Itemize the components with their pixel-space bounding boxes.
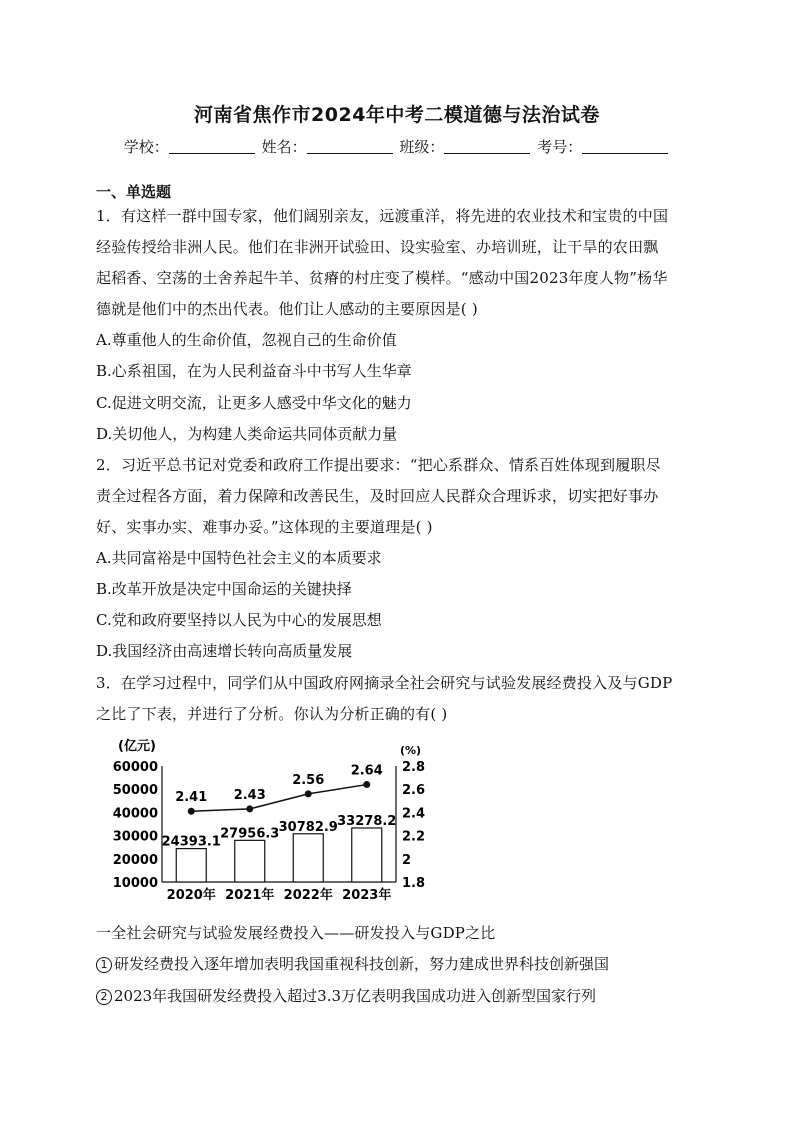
bar	[352, 828, 382, 882]
ratio-value-label: 2.43	[233, 787, 266, 803]
ratio-point	[246, 805, 253, 812]
q3-line: 之比了下表，并进行了分析。你认为分析正确的有( )	[96, 705, 448, 723]
page-title: 河南省焦作市2024年中考二模道德与法治试卷	[194, 104, 600, 126]
ratio-value-label: 2.64	[350, 763, 383, 779]
y-tick-label: 20000	[112, 852, 158, 868]
y2-tick-label: 2.2	[402, 829, 426, 845]
y-tick-label: 50000	[112, 783, 158, 799]
y-tick-label: 10000	[112, 876, 158, 891]
x-tick-label: 2023年	[342, 888, 392, 903]
statement-text: 研发经费投入逐年增加表明我国重视科技创新，努力建成世界科技创新强国	[114, 955, 610, 973]
x-tick-label: 2020年	[166, 888, 216, 903]
q1-option-b[interactable]: B.心系祖国，在为人民利益奋斗中书写人生华章	[96, 362, 412, 380]
bar-value-label: 27956.3	[220, 826, 280, 842]
y2-tick-label: 2.6	[402, 783, 426, 799]
bar	[293, 834, 323, 882]
q1-line: 1．有这样一群中国专家，他们阔别亲友，远渡重洋，将先进的农业技术和宝贵的中国	[96, 207, 669, 225]
ratio-point	[363, 781, 370, 788]
student-info-row	[0, 136, 794, 157]
q2-line: 责全过程各方面，着力保障和改善民生，及时回应人民群众合理诉求，切实把好事办	[96, 487, 659, 505]
q2-option-a[interactable]: A.共同富裕是中国特色社会主义的本质要求	[96, 549, 382, 567]
q1-option-c[interactable]: C.促进文明交流，让更多人感受中华文化的魅力	[96, 394, 412, 412]
statement-text: 2023年我国研发经费投入超过3.3万亿表明我国成功进入创新型国家行列	[114, 987, 597, 1005]
number-label: 考号：	[537, 138, 583, 156]
q2-option-c[interactable]: C.党和政府要坚持以人民为中心的发展思想	[96, 611, 382, 629]
y2-tick-label: 1.8	[402, 876, 426, 891]
q2-line: 2．习近平总书记对党委和政府工作提出要求：“把心系群众、情系百姓体现到履职尽	[96, 456, 661, 474]
y-tick-label: 60000	[112, 760, 158, 775]
y2-tick-label: 2	[402, 852, 412, 868]
q1-line: 经验传授给非洲人民。他们在非洲开试验田、设实验室、办培训班，让干旱的农田飘	[96, 238, 659, 256]
circled-number: 2	[96, 989, 112, 1005]
y2-tick-label: 2.4	[402, 806, 426, 822]
school-label: 学校：	[123, 138, 169, 156]
ratio-value-label: 2.56	[292, 772, 325, 788]
y-axis-label: (亿元)	[118, 739, 156, 754]
class-field[interactable]	[444, 139, 530, 154]
school-field[interactable]	[169, 139, 255, 154]
bar-value-label: 30782.9	[278, 819, 338, 835]
number-field[interactable]	[582, 139, 668, 154]
q2-option-d[interactable]: D.我国经济由高速增长转向高质量发展	[96, 642, 353, 660]
y2-axis-label: (%)	[400, 744, 422, 757]
bar-value-label: 33278.2	[337, 813, 397, 829]
y2-tick-label: 2.8	[402, 760, 426, 775]
bar	[176, 849, 206, 882]
x-tick-label: 2022年	[283, 888, 333, 903]
q1-line: 起稻香、空荡的土舍养起牛羊、贫瘠的村庄变了模样。“感动中国2023年度人物”杨华	[96, 269, 668, 287]
q3-line: 3．在学习过程中，同学们从中国政府网摘录全社会研究与试验发展经费投入及与GDP	[96, 674, 673, 692]
rd-investment-chart	[100, 734, 440, 906]
section-heading: 一、单选题	[96, 183, 172, 201]
q2-line: 好、实事办实、难事办妥。”这体现的主要道理是( )	[96, 518, 433, 536]
ratio-point	[305, 790, 312, 797]
bar	[235, 840, 265, 882]
q1-line: 德就是他们中的杰出代表。他们让人感动的主要原因是( )	[96, 300, 478, 318]
x-tick-label: 2021年	[225, 888, 275, 903]
bar-value-label: 24393.1	[161, 834, 221, 850]
q1-option-d[interactable]: D.关切他人，为构建人类命运共同体贡献力量	[96, 425, 398, 443]
circled-number: 1	[96, 957, 112, 973]
q3-statement-1[interactable]	[96, 953, 609, 974]
q2-option-b[interactable]: B.改革开放是决定中国命运的关键抉择	[96, 580, 352, 598]
name-label: 姓名：	[261, 138, 307, 156]
ratio-value-label: 2.41	[175, 790, 208, 806]
ratio-point	[188, 808, 195, 815]
ratio-line	[191, 785, 367, 812]
class-label: 班级：	[399, 138, 445, 156]
name-field[interactable]	[307, 139, 393, 154]
y-tick-label: 40000	[112, 806, 158, 822]
q3-statement-2[interactable]	[96, 985, 596, 1006]
y-tick-label: 30000	[112, 829, 158, 845]
q1-option-a[interactable]: A.尊重他人的生命价值，忽视自己的生命价值	[96, 331, 397, 349]
chart-legend-caption: 一全社会研究与试验发展经费投入——研发投入与GDP之比	[96, 924, 496, 942]
